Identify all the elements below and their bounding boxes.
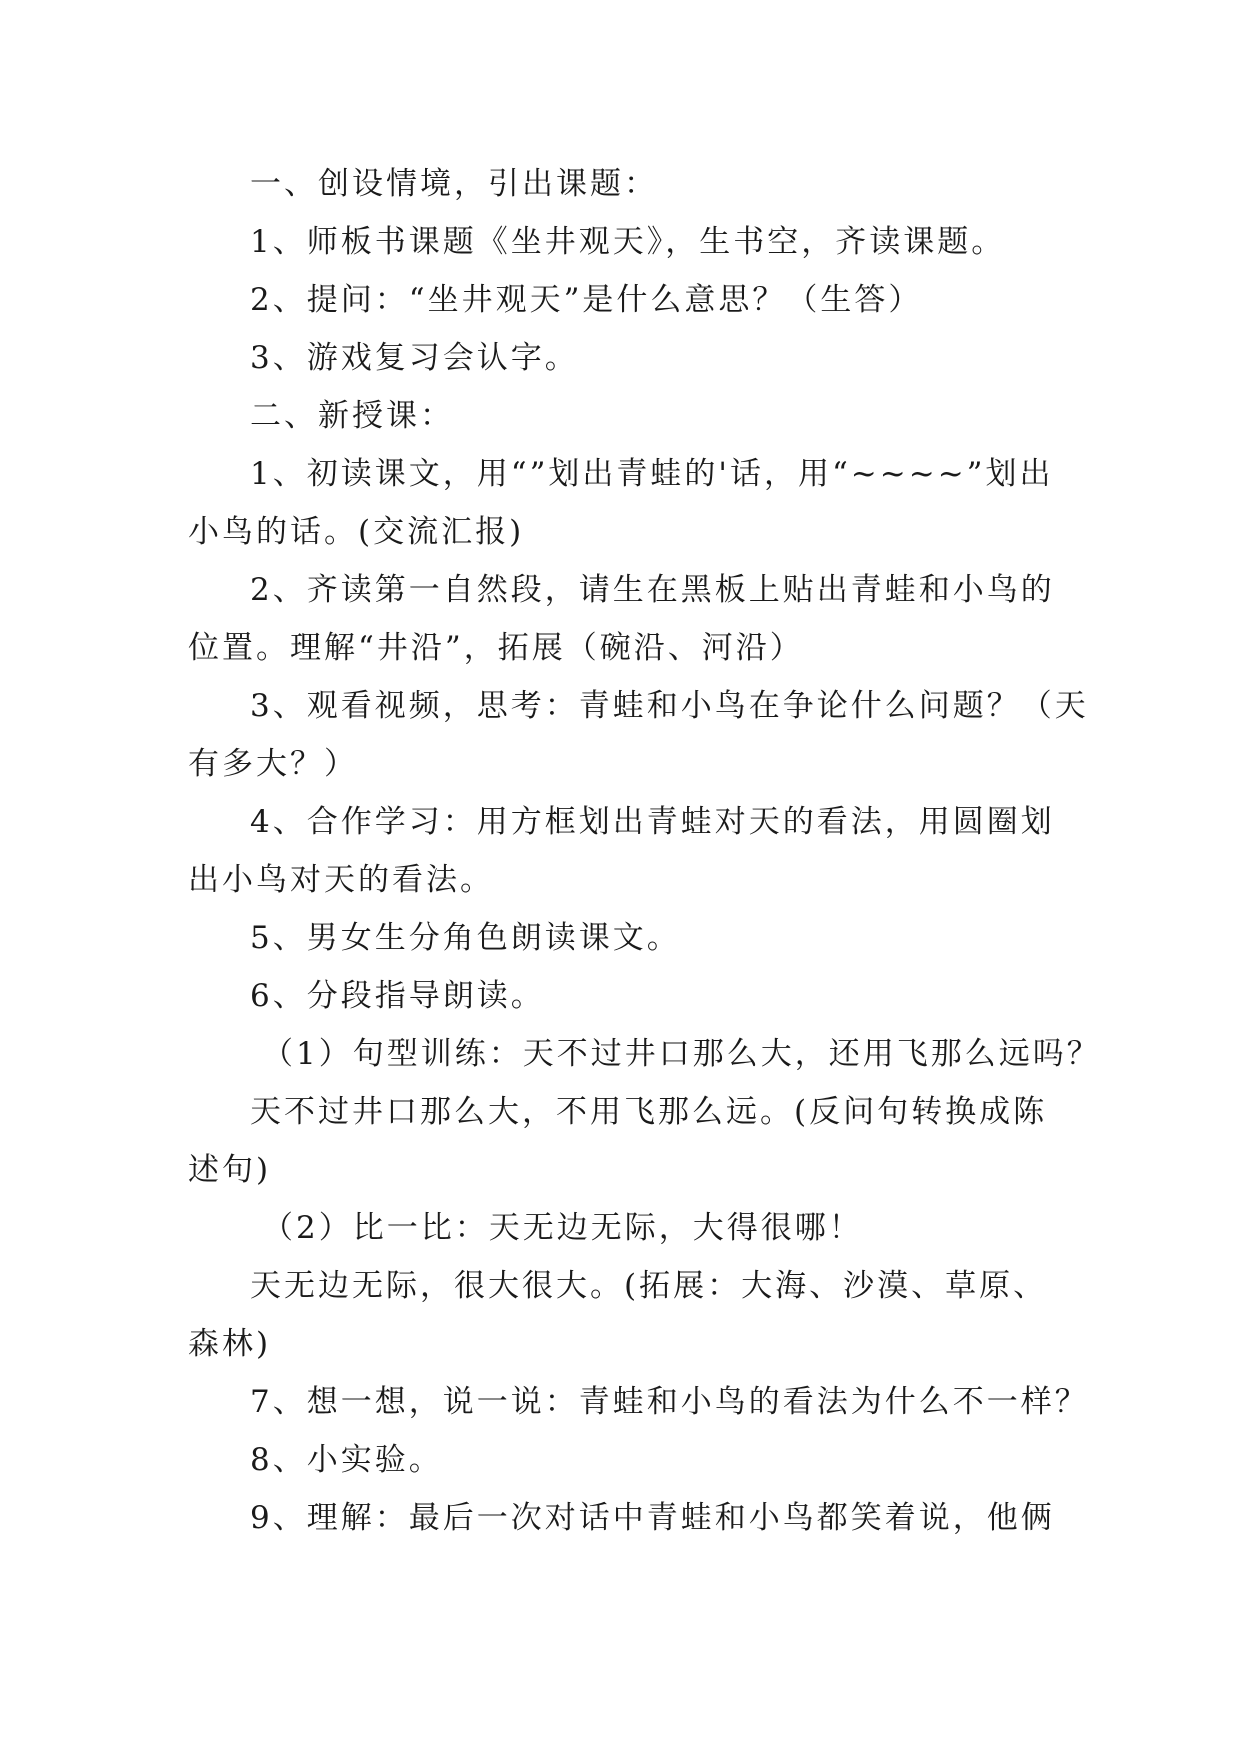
paragraph-line: 述句) bbox=[188, 1152, 272, 1188]
paragraph-line: 7、想一想，说一说：青蛙和小鸟的看法为什么不一样？ bbox=[250, 1384, 1089, 1420]
paragraph-line: 3、观看视频，思考：青蛙和小鸟在争论什么问题？（天 bbox=[250, 688, 1089, 724]
paragraph-line: 天不过井口那么大，不用飞那么远。(反问句转换成陈 bbox=[250, 1094, 1048, 1130]
paragraph-line: 3、游戏复习会认字。 bbox=[250, 340, 579, 376]
paragraph-line: 1、师板书课题《坐井观天》，生书空，齐读课题。 bbox=[250, 224, 1006, 260]
paragraph-line: 4、合作学习：用方框划出青蛙对天的看法，用圆圈划 bbox=[250, 804, 1055, 840]
paragraph-line: 6、分段指导朗读。 bbox=[250, 978, 545, 1014]
paragraph-line: 天无边无际，很大很大。(拓展：大海、沙漠、草原、 bbox=[250, 1268, 1048, 1304]
paragraph-line: 2、齐读第一自然段，请生在黑板上贴出青蛙和小鸟的 bbox=[250, 572, 1055, 608]
paragraph-line: 有多大？） bbox=[188, 746, 358, 782]
paragraph-line: 位置。理解“井沿”，拓展（碗沿、河沿） bbox=[188, 630, 804, 666]
section-heading-2: 二、新授课： bbox=[250, 398, 454, 434]
paragraph-line: 出小鸟对天的看法。 bbox=[188, 862, 494, 898]
paragraph-line: 小鸟的话。(交流汇报) bbox=[188, 514, 525, 550]
section-heading-1: 一、创设情境，引出课题： bbox=[250, 166, 658, 202]
paragraph-line: 森林) bbox=[188, 1326, 272, 1362]
paragraph-line: 5、男女生分角色朗读课文。 bbox=[250, 920, 681, 956]
paragraph-line: （1）句型训练：天不过井口那么大，还用飞那么远吗？ bbox=[262, 1036, 1101, 1072]
paragraph-line: 1、初读课文，用“”划出青蛙的'话，用“~~~~”划出 bbox=[250, 456, 1054, 492]
paragraph-line: 9、理解：最后一次对话中青蛙和小鸟都笑着说，他俩 bbox=[250, 1500, 1055, 1536]
paragraph-line: 2、提问：“坐井观天”是什么意思？（生答） bbox=[250, 282, 923, 318]
paragraph-line: 8、小实验。 bbox=[250, 1442, 443, 1478]
paragraph-line: （2）比一比：天无边无际，大得很哪！ bbox=[262, 1210, 863, 1246]
